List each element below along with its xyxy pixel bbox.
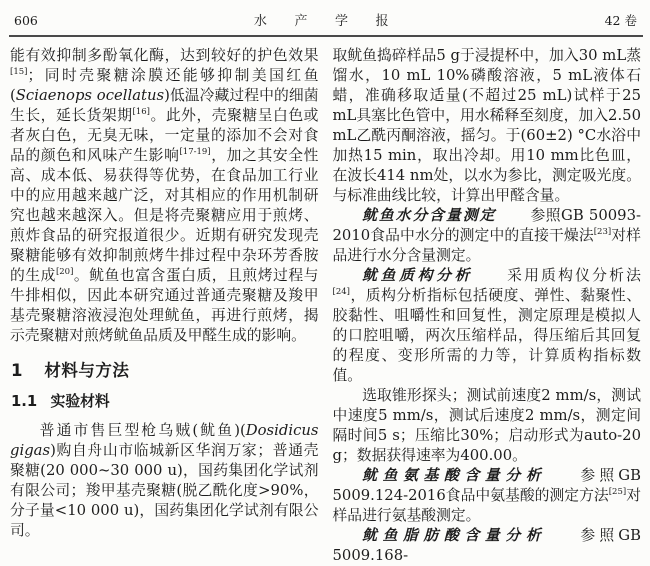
reference-superscript: [20] <box>55 267 74 278</box>
paragraph: 鱿鱼脂肪酸含量分析 参照GB 5009.168- <box>332 527 641 564</box>
species-name: Dosidicus gigas <box>10 422 319 459</box>
paragraph: 能有效抑制多酚氧化酶，达到较好的护色效果[15]；同时壳聚糖涂膜还能够抑制美国红鱼(Sciaenops ocellatus)低温冷藏过程中的细菌生长，延长货架期[16]。此外，壳聚糖呈白色或者灰白色，无臭无味，一定量的添加不会对食品的颜色和风味产生影响[17-19]，加之其安全性高、成本低、易获得等优势，在食品加工行业中的应用越来越广泛，对其相应的作用机制研究也越来越深入。但是将壳聚糖应用于煎烤、煎炸食品的研究报道很少。近期有研究发现壳聚糖能够有效抑制煎烤牛排过程中杂环芳香胺的生成[20]。鱿鱼也富含蛋白质，且煎烤过程与牛排相似，因此本研究通过普通壳聚糖及羧甲基壳聚糖溶液浸泡处理鱿鱼，再进行煎烤，揭示壳聚糖对煎烤鱿鱼品质及甲醛生成的影响。 <box>10 47 319 344</box>
subsection-title: 实验材料 <box>50 393 110 410</box>
paragraph: 鱿鱼质构分析 采用质构仪分析法[24]，质构分析指标包括硬度、弹性、黏聚性、胶黏性、咀嚼性和回复性，测定原理是模拟人的口腔咀嚼，两次压缩样品，得压缩后其回复的程度、变形所需的力等，计算质构指标数值。 <box>332 267 641 384</box>
runin-heading: 鱿鱼质构分析 <box>362 267 474 284</box>
paragraph: 普通市售巨型枪乌贼(鱿鱼)(Dosidicus gigas)购自舟山市临城新区华润万家；普通壳聚糖(20 000~30 000 u)，国药集团化学试剂有限公司；羧甲基壳聚糖(脱乙酰化度>90%，分子量<10 000 u)，国药集团化学试剂有限公司。 <box>10 422 319 539</box>
journal-title: 水 产 学 报 <box>253 14 401 29</box>
section-number: 1 <box>11 361 23 380</box>
paragraph: 鱿鱼水分含量测定 参照GB 50093-2010食品中水分的测定中的直接干燥法[23]对样品进行水分含量测定。 <box>332 207 641 264</box>
section-title: 材料与方法 <box>44 361 130 380</box>
paragraph: 鱿鱼氨基酸含量分析 参照GB 5009.124-2016食品中氨基酸的测定方法[25]对样品进行氨基酸测定。 <box>332 467 641 524</box>
runin-heading: 鱿鱼水分含量测定 <box>362 207 497 224</box>
reference-superscript: [17-19] <box>179 147 211 158</box>
reference-superscript: [24] <box>332 287 350 298</box>
paragraph: 选取锥形探头；测试前速度2 mm/s，测试中速度5 mm/s，测试后速度2 mm/s，测定间隔时间5 s；压缩比30%；启动形式为auto-20 g；数据获得速率为400.00。 <box>332 387 641 464</box>
reference-superscript: [15] <box>10 67 28 78</box>
reference-superscript: [16] <box>132 107 150 118</box>
right-column <box>333 46 642 566</box>
runin-heading: 鱿鱼氨基酸含量分析 <box>362 467 547 484</box>
species-name: Sciaenops ocellatus <box>15 87 165 104</box>
subsection-heading <box>11 392 319 412</box>
paragraph: 取鱿鱼捣碎样品5 g于浸提杯中，加入30 mL蒸馏水，10 mL 10%磷酸溶液，5 mL液体石蜡，准确移取适量(不超过25 mL)试样于25 mL具塞比色管中，用水稀释至刻度，加入2.50 mL乙酰丙酮溶液，摇匀。于(60±2) °C水浴中加热15 min，取出冷却。用10 mm比色皿，在波长414 nm处，以水为参比，测定吸光度。与标准曲线比较，计算出甲醛含量。 <box>332 47 641 204</box>
left-column <box>10 46 319 566</box>
volume-label: 42 卷 <box>604 13 637 28</box>
page-header <box>9 5 643 34</box>
header-rule <box>9 35 643 37</box>
subsection-number: 1.1 <box>11 393 38 410</box>
reference-superscript: [25] <box>608 487 627 498</box>
page-number: 606 <box>14 13 38 28</box>
section-heading <box>11 361 319 381</box>
reference-superscript: [23] <box>593 227 612 238</box>
page-body <box>9 46 643 566</box>
runin-heading: 鱿鱼脂肪酸含量分析 <box>362 527 547 544</box>
